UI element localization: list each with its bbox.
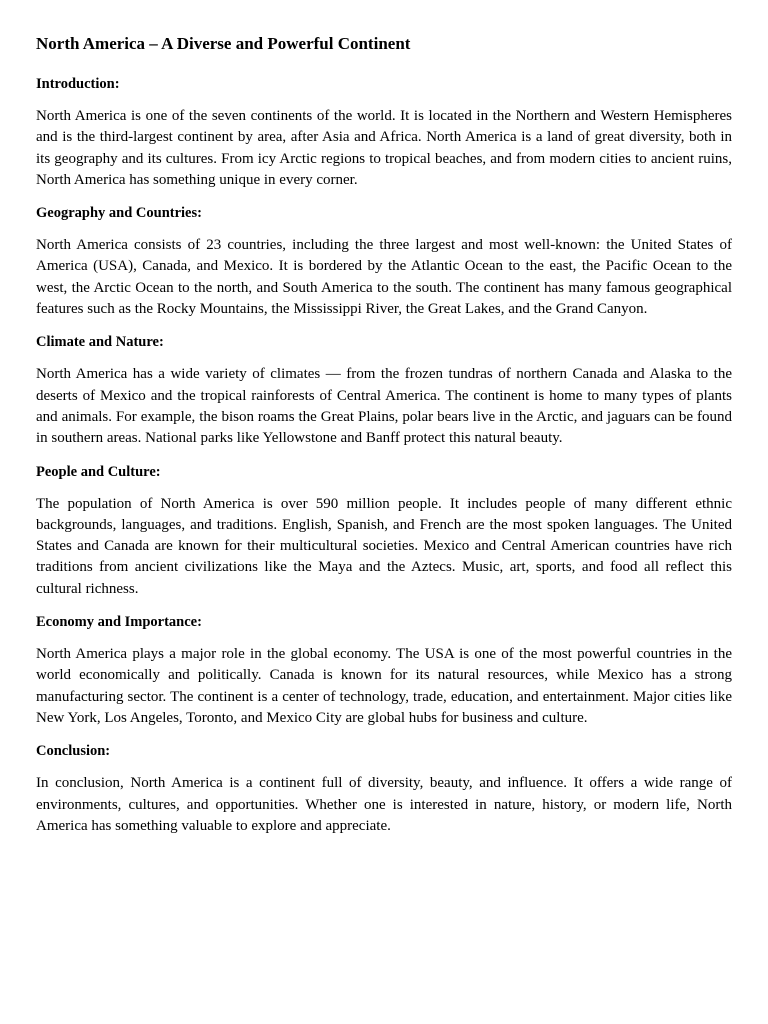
section-body-economy: North America plays a major role in the global economy. The USA is one of the most powerful countries in the world economically and politically. Canada is known for its natural resources, while Mexico has a strong manufacturing sector. The continent is a center of technology, trade, education, and entertainment. Major cities like New York, Los Angeles, Toronto, and Mexico City are global hubs for business and culture. <box>36 646 732 726</box>
section-heading-economy: Economy and Importance: <box>36 614 202 631</box>
section-heading-geography: Geography and Countries: <box>36 205 202 222</box>
section-body-people: The population of North America is over 590 million people. It includes people of many different ethnic backgrounds, languages, and traditions. English, Spanish, and French are the most spoken languages. The United States and Canada are known for their multicultural societies. Mexico and Central American countries have rich traditions from ancient civilizations like the Maya and the Aztecs. Music, art, sports, and food all reflect this cultural richness. <box>36 495 732 597</box>
section-body-climate: North America has a wide variety of climates — from the frozen tundras of northern Canada and Alaska to the deserts of Mexico and the tropical rainforests of Central America. The continent is home to many types of plants and animals. For example, the bison roams the Great Plains, polar bears live in the Arctic, and jaguars can be found in southern areas. National parks like Yellowstone and Banff protect this natural beauty. <box>36 366 732 447</box>
document-title: North America – A Diverse and Powerful Continent <box>36 34 411 53</box>
section-heading-climate: Climate and Nature: <box>36 334 164 351</box>
section-body-introduction: North America is one of the seven continents of the world. It is located in the Northern and Western Hemispheres and is the third-largest continent by area, after Asia and Africa. North America is a land of great diversity, both in its geography and its cultures. From icy Arctic regions to tropical beaches, and from modern cities to ancient ruins, North America has something unique in every corner. <box>36 108 732 188</box>
section-heading-conclusion: Conclusion: <box>36 743 111 760</box>
section-body-conclusion: In conclusion, North America is a continent full of diversity, beauty, and influence. It offers a wide range of environments, cultures, and opportunities. Whether one is interested in nature, history, or modern life, North America has something valuable to explore and appreciate. <box>36 775 732 834</box>
section-heading-people: People and Culture: <box>36 463 161 480</box>
section-body-geography: North America consists of 23 countries, including the three largest and most well-known: the United States of America (USA), Canada, and Mexico. It is bordered by the Atlantic Ocean to the east, the Pacific Ocean to the west, the Arctic Ocean to the north, and South America to the south. The continent has many famous geographical features such as the Rocky Mountains, the Mississippi River, the Great Lakes, and the Grand Canyon. <box>36 237 732 318</box>
section-heading-introduction: Introduction: <box>36 76 120 92</box>
document-page <box>36 30 732 849</box>
